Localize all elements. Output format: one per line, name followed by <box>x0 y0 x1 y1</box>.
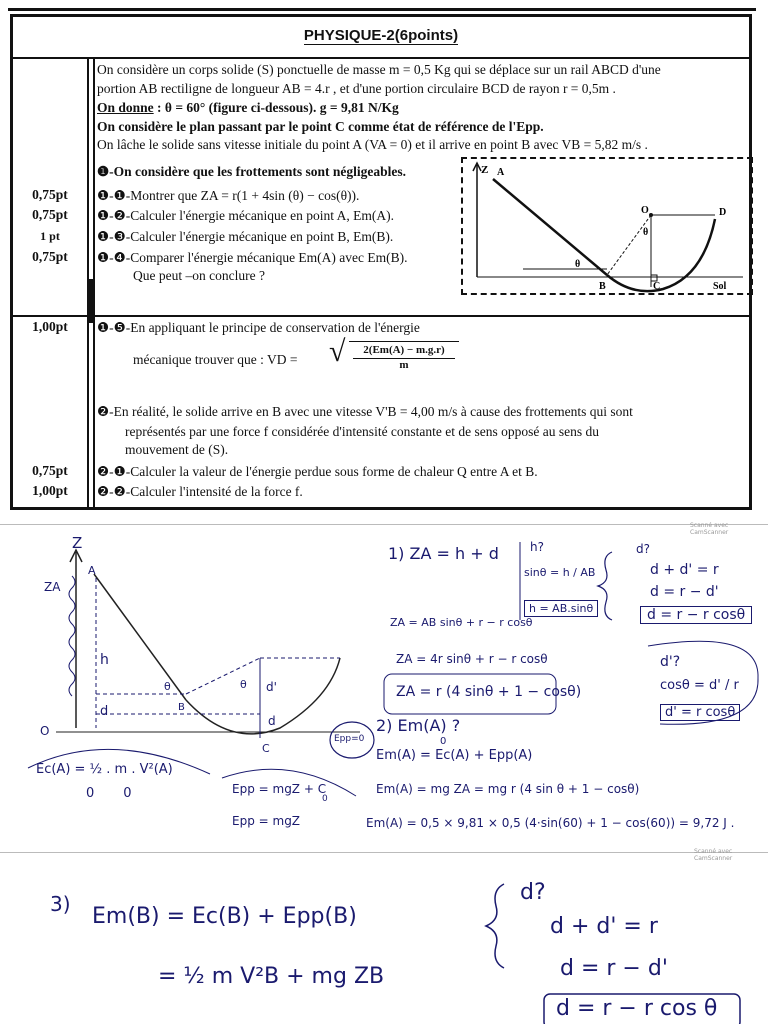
question-1-4: ❶-❹-Comparer l'énergie mécanique Em(A) avec Em(B). <box>97 250 408 265</box>
points-q11: 0,75pt <box>32 187 68 202</box>
points-q15: 1,00pt <box>32 319 68 334</box>
fig-label-z: Z <box>481 164 489 176</box>
question-2-2: ❷-❷-Calculer l'intensité de la force f. <box>97 484 303 499</box>
handwritten-sheet-2 <box>0 848 768 1024</box>
sketch-epp-c: Epp = mgZ + C <box>232 782 327 796</box>
exam-sheet <box>10 14 752 510</box>
question-1-2: ❶-❷-Calculer l'énergie mécanique en point A, Em(A). <box>97 208 395 223</box>
question-2-1: ❷-❶-Calculer la valeur de l'énergie perdue sous forme de chaleur Q entre A et B. <box>97 464 538 479</box>
given-line <box>97 99 747 116</box>
question-1-3: ❶-❸-Calculer l'énergie mécanique en point B, Em(B). <box>97 229 394 244</box>
fig-label-b: B <box>599 281 606 292</box>
vd-formula <box>329 335 445 371</box>
sketch-epp-c-zero: 0 <box>322 794 328 804</box>
sketch-d-label-2: d <box>268 714 276 728</box>
answer-1-h-title: h? <box>530 540 544 554</box>
dprime-eq-1: cosθ = d' / r <box>660 678 739 693</box>
points-q13: 1 pt <box>40 229 60 243</box>
given-label: On donne <box>97 100 154 115</box>
reference-line: On considère le plan passant par le point C comme état de référence de l'Epp. <box>97 119 544 134</box>
sketch-c-label: C <box>262 742 270 755</box>
fig-rail-bcd <box>607 219 715 291</box>
thick-marker <box>87 279 95 323</box>
intro-line-2: portion AB rectiligne de longueur AB = 4.r , et d'une portion circulaire BCD de rayon r = 0,5m . <box>97 81 616 96</box>
fig-ob-line <box>607 215 651 275</box>
dprime-eq-2: d' = r cosθ <box>660 704 740 721</box>
formula-numerator: 2(Em(A) − m.g.r) <box>363 344 445 356</box>
sketch-z-label: Z <box>72 534 83 552</box>
fig-label-theta-b: θ <box>575 259 581 270</box>
brace-d-2 <box>486 884 504 968</box>
points-q21: 0,75pt <box>32 463 68 478</box>
rail-figure <box>461 157 753 295</box>
fig-label-o: O <box>641 205 649 216</box>
d2-eq-1: d + d' = r <box>550 914 658 939</box>
d-question: d? <box>636 542 650 556</box>
section-divider <box>13 315 749 317</box>
handwritten-sheet-1 <box>0 522 768 848</box>
dprime-question: d'? <box>660 654 681 670</box>
question-1-1: ❶-❶-Montrer que ZA = r(1 + 4sin (θ) − cos(θ)). <box>97 188 360 203</box>
sketch-za-label: ZA <box>44 580 61 594</box>
d2-eq-2: d = r − d' <box>560 956 668 981</box>
part1-heading: ❶-On considère que les frottements sont négligeables. <box>97 164 406 179</box>
scanner-watermark-2: Scanné avec CamScanner <box>694 848 733 862</box>
scanner-watermark-1: Scanné avec CamScanner <box>690 522 729 536</box>
sketch-theta-o: θ <box>240 678 247 691</box>
d-eq-3: d = r − r cosθ <box>640 606 752 624</box>
page-break-2 <box>0 852 768 853</box>
answer-2-line-3: Em(A) = 0,5 × 9,81 × 0,5 (4·sin(60) + 1 − cos(60)) = 9,72 J . <box>366 816 735 830</box>
answer-3-line-1: Em(B) = Ec(B) + Epp(B) <box>92 904 357 929</box>
intro-line-1: On considère un corps solide (S) ponctuelle de masse m = 0,5 Kg qui se déplace sur un rail ABCD d'une <box>97 62 661 77</box>
d2-question: d? <box>520 880 546 905</box>
sketch-ab <box>94 574 186 700</box>
sketch-radius <box>186 658 260 694</box>
sketch-epp0-label: Epp=0 <box>334 734 365 744</box>
release-line: On lâche le solide sans vitesse initiale du point A (VA = 0) et il arrive en point B avec VB = 5,82 m/s . <box>97 137 648 152</box>
points-q22: 1,00pt <box>32 483 68 498</box>
d2-eq-3: d = r − r cos θ <box>556 996 718 1021</box>
d-eq-2: d = r − d' <box>650 584 719 600</box>
answer-3-line-2: = ½ m V²B + mg ZB <box>158 964 385 989</box>
answer-1-za-2: ZA = AB sinθ + r − r cosθ <box>390 616 533 629</box>
answer-3-number: 3) <box>50 892 71 916</box>
sketch-ec-zeros: 0 0 <box>86 786 132 801</box>
part2-line-3: mouvement de (S). <box>125 442 229 457</box>
part2-line-2: représentés par une force f considérée d'intensité constante et de sens opposé au sens du <box>125 424 600 439</box>
sqrt-content <box>349 341 459 371</box>
rail-figure-svg <box>463 159 751 293</box>
question-1-5-formula-lead: mécanique trouver que : VD = <box>133 352 298 367</box>
fig-label-d: D <box>719 207 727 218</box>
sketch-za-bracket <box>69 576 75 696</box>
sqrt-sign: √ <box>329 335 346 368</box>
points-q12: 0,75pt <box>32 207 68 222</box>
exam-title <box>13 27 749 44</box>
fig-label-sol: Sol <box>713 281 727 292</box>
sketch-origin-label: O <box>40 724 50 738</box>
sketch-dprime-label: d' <box>266 680 277 694</box>
fig-label-c: C <box>653 281 661 292</box>
page-break-1 <box>0 524 768 525</box>
part2-line-1: ❷-En réalité, le solide arrive en B avec une vitesse V'B = 4,00 m/s à cause des frottements qui sont <box>97 404 633 419</box>
answer-1-h: h = AB.sinθ <box>524 600 598 617</box>
fig-label-theta-o: θ <box>643 227 649 238</box>
answer-2-line-2: Em(A) = mg ZA = mg r (4 sin θ + 1 − cosθ) <box>376 782 640 796</box>
sketch-bcd <box>186 658 340 734</box>
answer-2-title: 2) Em(A) ? <box>376 716 461 735</box>
question-1-4-follow: Que peut –on conclure ? <box>133 268 265 283</box>
sketch-epp: Epp = mgZ <box>232 814 301 828</box>
d-eq-1: d + d' = r <box>650 562 719 578</box>
answer-1-za-3: ZA = 4r sinθ + r − r cosθ <box>396 652 548 666</box>
top-border <box>8 0 756 11</box>
formula-denominator: m <box>353 358 455 371</box>
exam-title-text: PHYSIQUE-2(6points) <box>303 27 459 44</box>
answer-1-sin: sinθ = h / AB <box>524 566 596 579</box>
answer-1-za: 1) ZA = h + d <box>388 544 499 563</box>
fig-label-a: A <box>497 167 505 178</box>
given-values: : θ = 60° (figure ci-dessous). g = 9,81 N/Kg <box>153 100 399 115</box>
title-divider <box>13 57 749 59</box>
sketch-ec-formula: Ec(A) = ½ . m . V²(A) <box>36 762 173 777</box>
sketch-h-label: h <box>100 652 109 668</box>
points-q14: 0,75pt <box>32 249 68 264</box>
fig-point-o <box>649 213 653 217</box>
fig-rail-ab <box>493 179 607 275</box>
answer-2-zero: 0 <box>440 736 447 747</box>
sketch-a-label: A <box>88 564 96 577</box>
answer-2-line-1: Em(A) = Ec(A) + Epp(A) <box>376 748 533 763</box>
sketch-b-label: B <box>178 702 185 713</box>
sketch-d-label: d <box>100 704 109 719</box>
question-1-5: ❶-❺-En appliquant le principe de conservation de l'énergie <box>97 320 420 335</box>
brace-d <box>598 552 612 620</box>
sketch-theta-b: θ <box>164 680 171 693</box>
answer-1-za-final: ZA = r (4 sinθ + 1 − cosθ) <box>396 684 582 700</box>
